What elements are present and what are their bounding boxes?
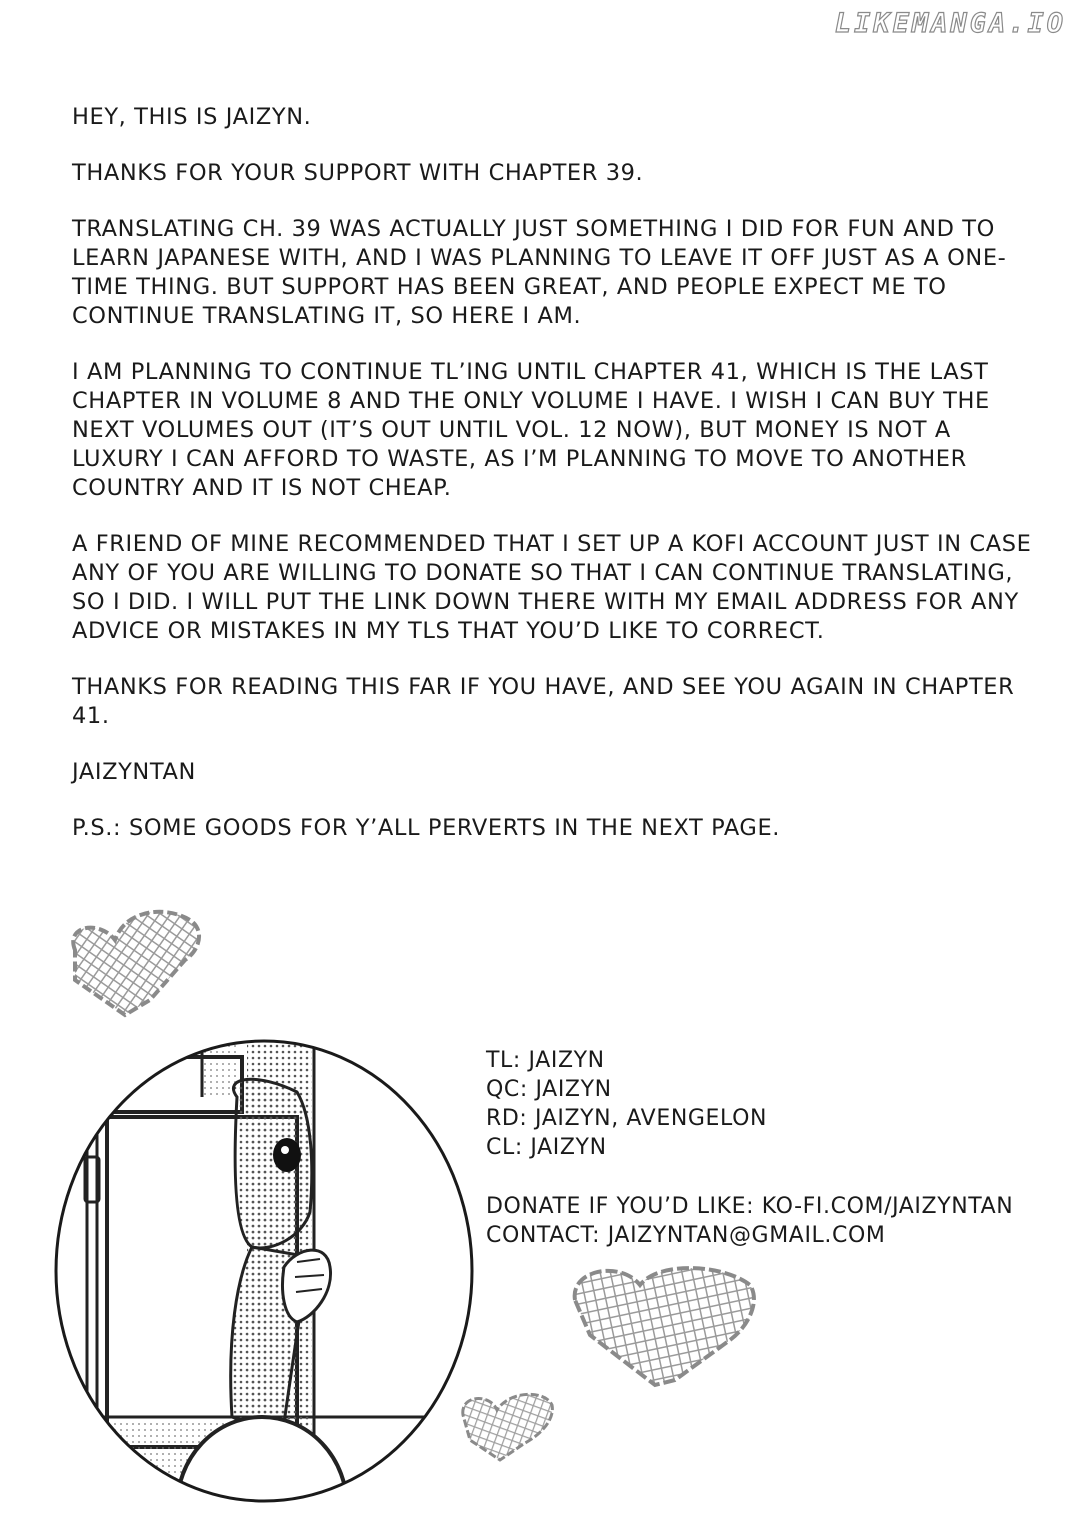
credit-cleaner: CL: JAIZYN — [486, 1135, 607, 1160]
contact-email[interactable]: CONTACT: JAIZYNTAN@GMAIL.COM — [486, 1223, 886, 1248]
note-paragraph-plans: I AM PLANNING TO CONTINUE TL’ING UNTIL CHAPTER 41, WHICH IS THE LAST CHAPTER IN VOLUME 8 AND THE ONLY VOLUME I HAVE. I WISH I CAN BUY THE NEXT VOLUMES OUT (IT’S OUT UNTIL VOL. 12 NOW), BUT MONEY IS NOT A LUXURY I CAN AFFORD TO WASTE, AS I’M PLANNING TO MOVE TO ANOTHER COUNTRY AND IT IS NOT CHEAP. — [72, 359, 990, 501]
credit-translator: TL: JAIZYN — [486, 1048, 605, 1073]
credit-quality-check: QC: JAIZYN — [486, 1077, 612, 1102]
heart-icon — [565, 1255, 765, 1390]
note-closing: THANKS FOR READING THIS FAR IF YOU HAVE, AND SEE YOU AGAIN IN CHAPTER 41. — [72, 674, 1015, 729]
heart-icon — [55, 905, 215, 1025]
note-signature: JAIZYNTAN — [72, 759, 196, 785]
note-paragraph-kofi: A FRIEND OF MINE RECOMMENDED THAT I SET UP A KOFI ACCOUNT JUST IN CASE ANY OF YOU ARE WILLING TO DONATE SO THAT I CAN CONTINUE TRANSLATING, SO I DID. I WILL PUT THE LINK DOWN THERE WITH MY EMAIL ADDRESS FOR ANY ADVICE OR MISTAKES IN MY TLS THAT YOU’D LIKE TO CORRECT. — [72, 531, 1032, 644]
credit-redraw: RD: JAIZYN, AVENGELON — [486, 1106, 768, 1131]
note-thanks: THANKS FOR YOUR SUPPORT WITH CHAPTER 39. — [72, 160, 644, 186]
note-paragraph-translating: TRANSLATING CH. 39 WAS ACTUALLY JUST SOMETHING I DID FOR FUN AND TO LEARN JAPANESE WITH, AND I WAS PLANNING TO LEAVE IT OFF JUST AS A ONE-TIME THING. BUT SUPPORT HAS BEEN GREAT, AND PEOPLE EXPECT ME TO CONTINUE TRANSLATING IT, SO HERE I AM. — [72, 216, 1007, 329]
site-watermark: LIKEMANGA.IO — [834, 8, 1066, 39]
note-greeting: HEY, THIS IS JAIZYN. — [72, 104, 312, 130]
credits-block — [486, 1046, 1066, 1250]
translator-note — [72, 103, 1042, 870]
donate-link[interactable]: DONATE IF YOU’D LIKE: KO-FI.COM/JAIZYNTAN — [486, 1194, 1014, 1219]
note-postscript: P.S.: SOME GOODS FOR Y’ALL PERVERTS IN THE NEXT PAGE. — [72, 815, 781, 841]
peeking-girl-illustration — [52, 1037, 477, 1505]
